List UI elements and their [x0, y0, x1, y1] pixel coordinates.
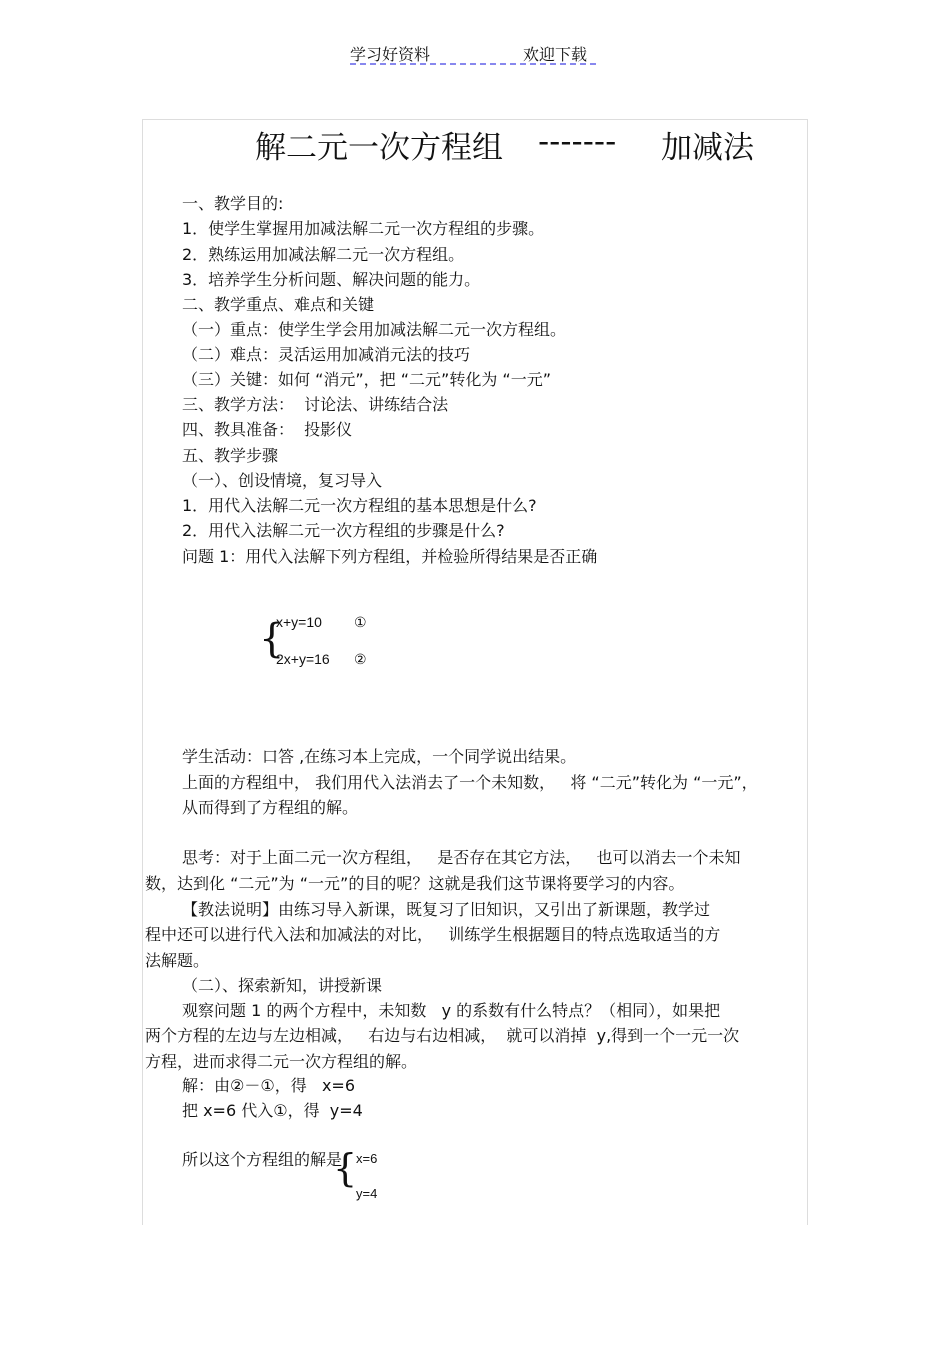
- text-line: 把 x=6 代入①，得 y=4: [182, 1101, 363, 1120]
- text-line: 1．使学生掌握用加减法解二元一次方程组的步骤。: [182, 219, 545, 238]
- title-dashes: -------: [538, 124, 617, 160]
- text-line: （二）、探索新知，讲授新课: [182, 976, 383, 995]
- title-main: 解二元一次方程组: [255, 130, 503, 166]
- solution-y: y=4: [356, 1186, 378, 1201]
- text-line: 问题 1：用代入法解下列方程组，并检验所得结果是否正确: [182, 547, 598, 566]
- equation-2: 2x+y=16: [276, 651, 330, 667]
- brace-icon: {: [333, 1146, 358, 1190]
- text-line: 3．培养学生分析问题、解决问题的能力。: [182, 270, 481, 289]
- equation-2-mark: ②: [354, 651, 367, 667]
- text-line: 二、教学重点、难点和关键: [182, 295, 375, 314]
- header-left: 学习好资料: [350, 45, 431, 64]
- header-underline: [350, 63, 596, 65]
- text-line: （二）难点：灵活运用加减消元法的技巧: [182, 345, 471, 364]
- text-line: 1．用代入法解二元一次方程组的基本思想是什么?: [182, 496, 537, 515]
- text-line: 数，达到化 “二元”为 “一元”的目的呢？这就是我们这节课将要学习的内容。: [145, 874, 685, 893]
- text-line: 所以这个方程组的解是: [182, 1150, 343, 1169]
- text-line: 三、教学方法： 讨论法、讲练结合法: [182, 395, 449, 414]
- text-line: 程中还可以进行代入法和加减法的对比， 训练学生根据题目的特点选取适当的方: [145, 925, 721, 944]
- text-line: （三）关键：如何 “消元”，把 “二元”转化为 “一元”: [182, 370, 551, 389]
- text-line: 思考：对于上面二元一次方程组， 是否存在其它方法， 也可以消去一个未知: [182, 848, 741, 867]
- text-line: 四、教具准备： 投影仪: [182, 420, 353, 439]
- text-line: 【教法说明】由练习导入新课，既复习了旧知识，又引出了新课题，教学过: [182, 900, 711, 919]
- text-line: 从而得到了方程组的解。: [182, 798, 359, 817]
- text-line: 一、教学目的:: [182, 194, 284, 213]
- text-line: 方程，进而求得二元一次方程组的解。: [145, 1052, 418, 1071]
- solution-x: x=6: [356, 1151, 378, 1166]
- text-line: 上面的方程组中， 我们用代入法消去了一个未知数， 将 “二元”转化为 “一元”，: [182, 773, 758, 792]
- text-line: 两个方程的左边与左边相减， 右边与右边相减， 就可以消掉 y,得到一个一元一次: [145, 1026, 740, 1045]
- title-method: 加减法: [661, 130, 754, 166]
- text-line: 2．熟练运用加减法解二元一次方程组。: [182, 245, 465, 264]
- header-right: 欢迎下载: [523, 45, 588, 64]
- equation-1: x+y=10: [276, 614, 322, 630]
- brace-icon: {: [259, 616, 285, 662]
- text-line: （一）重点：使学生学会用加减法解二元一次方程组。: [182, 320, 567, 339]
- text-line: （一）、创设情境，复习导入: [182, 471, 383, 490]
- text-line: 2．用代入法解二元一次方程组的步骤是什么?: [182, 521, 505, 540]
- text-line: 解：由②－①，得 x=6: [182, 1076, 356, 1095]
- text-line: 五、教学步骤: [182, 446, 279, 465]
- text-line: 学生活动：口答 ,在练习本上完成，一个同学说出结果。: [182, 747, 577, 766]
- text-line: 法解题。: [145, 951, 210, 970]
- equation-1-mark: ①: [354, 614, 367, 630]
- text-line: 观察问题 1 的两个方程中，未知数 y 的系数有什么特点？（相同），如果把: [182, 1001, 721, 1020]
